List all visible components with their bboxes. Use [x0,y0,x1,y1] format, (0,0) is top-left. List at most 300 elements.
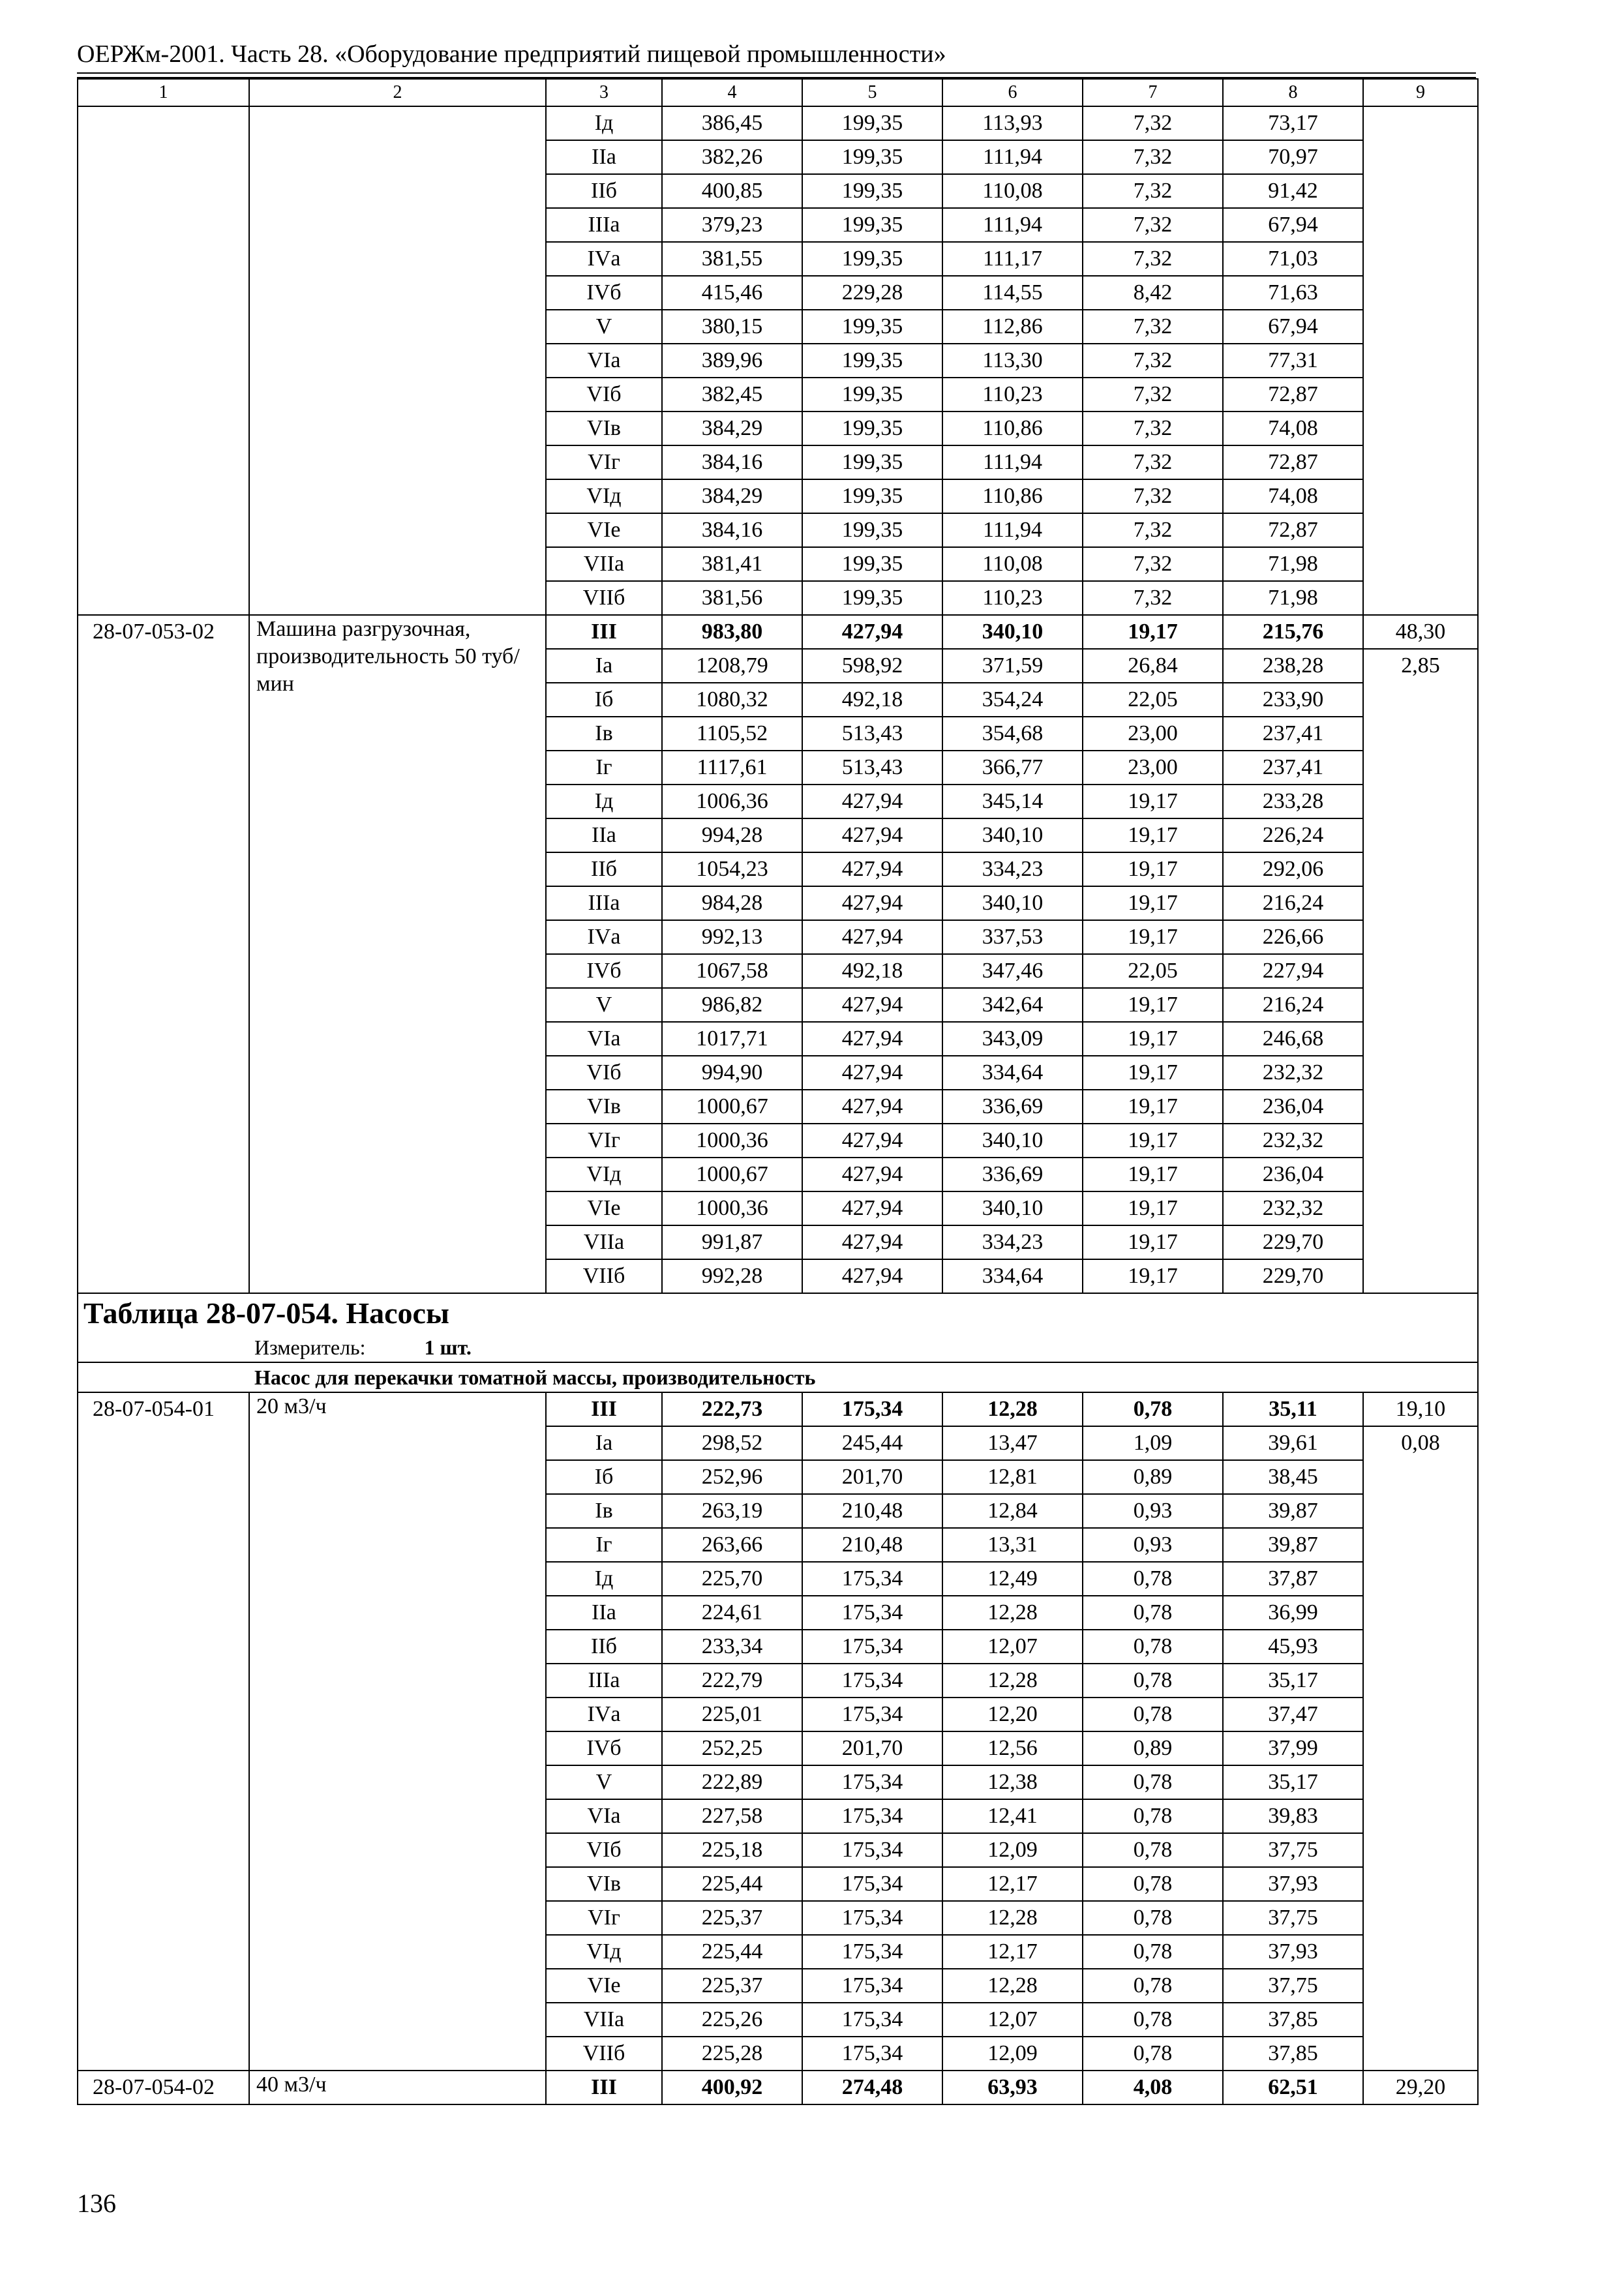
value-cell: 0,78 [1083,1392,1223,1426]
value-cell: 427,94 [802,1158,942,1191]
zone-cell: VIа [546,1022,662,1056]
value-cell: 1000,36 [662,1191,802,1225]
value-cell: 224,61 [662,1596,802,1630]
page-number: 136 [77,2189,116,2218]
value-cell: 380,15 [662,310,802,344]
zone-cell: IIIа [546,1664,662,1698]
value-cell: 19,17 [1083,920,1223,954]
value-cell: 201,70 [802,1731,942,1765]
zone-cell: VIIа [546,2003,662,2037]
value-cell: 199,35 [802,547,942,581]
col9-value: 48,30 [1363,615,1478,649]
column-number: 3 [546,79,662,106]
value-cell: 37,93 [1223,1935,1363,1969]
value-cell: 19,17 [1083,785,1223,818]
zone-cell: V [546,1765,662,1799]
value-cell: 7,32 [1083,106,1223,140]
value-cell: 337,53 [942,920,1083,954]
name-cell [249,106,546,615]
value-cell: 0,78 [1083,1867,1223,1901]
code-cell [78,106,249,615]
value-cell: 992,28 [662,1259,802,1293]
zone-cell: IIIа [546,208,662,242]
value-cell: 427,94 [802,1259,942,1293]
value-cell: 340,10 [942,1124,1083,1158]
value-cell: 199,35 [802,378,942,411]
zone-cell: VIIб [546,2037,662,2071]
value-cell: 1067,58 [662,954,802,988]
value-cell: 71,03 [1223,242,1363,276]
zone-cell: Iа [546,1426,662,1460]
value-cell: 7,32 [1083,547,1223,581]
value-cell: 7,32 [1083,513,1223,547]
value-cell: 110,86 [942,411,1083,445]
value-cell: 110,23 [942,378,1083,411]
value-cell: 225,26 [662,2003,802,2037]
value-cell: 334,23 [942,1225,1083,1259]
item-code: 28-07-053-02 [78,615,249,1293]
section-row [78,1362,1478,1392]
value-cell: 233,28 [1223,785,1363,818]
value-cell: 222,73 [662,1392,802,1426]
value-cell: 229,28 [802,276,942,310]
column-number-row [78,79,1478,106]
value-cell: 371,59 [942,649,1083,683]
value-cell: 386,45 [662,106,802,140]
value-cell: 237,41 [1223,751,1363,785]
value-cell: 12,28 [942,1392,1083,1426]
value-cell: 37,85 [1223,2003,1363,2037]
value-cell: 72,87 [1223,445,1363,479]
value-cell: 229,70 [1223,1225,1363,1259]
column-number: 8 [1223,79,1363,106]
value-cell: 8,42 [1083,276,1223,310]
value-cell: 1006,36 [662,785,802,818]
value-cell: 0,78 [1083,2037,1223,2071]
value-cell: 199,35 [802,513,942,547]
value-cell: 39,61 [1223,1426,1363,1460]
item-code: 28-07-054-02 [78,2071,249,2104]
value-cell: 0,78 [1083,1833,1223,1867]
zone-cell: Iб [546,683,662,717]
zone-cell: VIIб [546,1259,662,1293]
zone-cell: III [546,615,662,649]
value-cell: 381,55 [662,242,802,276]
value-cell: 382,45 [662,378,802,411]
value-cell: 175,34 [802,1969,942,2003]
zone-cell: VIIб [546,581,662,615]
value-cell: 237,41 [1223,717,1363,751]
value-cell: 114,55 [942,276,1083,310]
value-cell: 415,46 [662,276,802,310]
value-cell: 334,64 [942,1259,1083,1293]
zone-cell: IVа [546,920,662,954]
value-cell: 199,35 [802,411,942,445]
value-cell: 225,01 [662,1698,802,1731]
item-code: 28-07-054-01 [78,1392,249,2071]
value-cell: 201,70 [802,1460,942,1494]
value-cell: 12,17 [942,1867,1083,1901]
value-cell: 226,24 [1223,818,1363,852]
value-cell: 73,17 [1223,106,1363,140]
value-cell: 252,96 [662,1460,802,1494]
value-cell: 236,04 [1223,1090,1363,1124]
value-cell: 0,78 [1083,1901,1223,1935]
value-cell: 0,78 [1083,1664,1223,1698]
col9-value: 29,20 [1363,2071,1478,2104]
zone-cell: VIд [546,1935,662,1969]
value-cell: 70,97 [1223,140,1363,174]
value-cell: 382,26 [662,140,802,174]
value-cell: 334,64 [942,1056,1083,1090]
value-cell: 23,00 [1083,717,1223,751]
value-cell: 111,94 [942,445,1083,479]
value-cell: 113,93 [942,106,1083,140]
value-cell: 35,11 [1223,1392,1363,1426]
value-cell: 1105,52 [662,717,802,751]
value-cell: 111,94 [942,513,1083,547]
value-cell: 91,42 [1223,174,1363,208]
value-cell: 19,17 [1083,1022,1223,1056]
value-cell: 77,31 [1223,344,1363,378]
zone-cell: IIб [546,852,662,886]
value-cell: 19,17 [1083,615,1223,649]
value-cell: 0,93 [1083,1494,1223,1528]
value-cell: 343,09 [942,1022,1083,1056]
value-cell: 175,34 [802,1630,942,1664]
value-cell: 427,94 [802,1056,942,1090]
zone-cell: Iб [546,1460,662,1494]
value-cell: 427,94 [802,920,942,954]
zone-cell: IVб [546,276,662,310]
value-cell: 598,92 [802,649,942,683]
value-cell: 19,17 [1083,818,1223,852]
value-cell: 37,75 [1223,1833,1363,1867]
zone-cell: VIб [546,378,662,411]
value-cell: 0,89 [1083,1460,1223,1494]
value-cell: 0,78 [1083,1799,1223,1833]
value-cell: 175,34 [802,1698,942,1731]
value-cell: 111,94 [942,140,1083,174]
value-cell: 229,70 [1223,1259,1363,1293]
value-cell: 19,17 [1083,1124,1223,1158]
value-cell: 19,17 [1083,852,1223,886]
value-cell: 71,98 [1223,547,1363,581]
value-cell: 19,17 [1083,1090,1223,1124]
value-cell: 7,32 [1083,208,1223,242]
measure-cell [78,1333,1478,1362]
value-cell: 37,47 [1223,1698,1363,1731]
zone-cell: VIг [546,1901,662,1935]
value-cell: 336,69 [942,1158,1083,1191]
value-cell: 12,28 [942,1901,1083,1935]
col9-cell [1363,106,1478,615]
value-cell: 225,37 [662,1969,802,2003]
value-cell: 1000,67 [662,1090,802,1124]
value-cell: 7,32 [1083,445,1223,479]
value-cell: 7,32 [1083,344,1223,378]
value-cell: 37,75 [1223,1969,1363,2003]
zone-cell: Iв [546,717,662,751]
value-cell: 19,17 [1083,988,1223,1022]
value-cell: 12,17 [942,1935,1083,1969]
value-cell: 427,94 [802,1124,942,1158]
value-cell: 175,34 [802,1867,942,1901]
zone-cell: IIб [546,1630,662,1664]
value-cell: 252,25 [662,1731,802,1765]
value-cell: 37,93 [1223,1867,1363,1901]
value-cell: 37,75 [1223,1901,1363,1935]
value-cell: 19,17 [1083,1225,1223,1259]
value-cell: 227,58 [662,1799,802,1833]
value-cell: 991,87 [662,1225,802,1259]
value-cell: 12,81 [942,1460,1083,1494]
value-cell: 225,28 [662,2037,802,2071]
value-cell: 12,20 [942,1698,1083,1731]
value-cell: 246,68 [1223,1022,1363,1056]
value-cell: 113,30 [942,344,1083,378]
value-cell: 263,66 [662,1528,802,1562]
value-cell: 1000,67 [662,1158,802,1191]
value-cell: 199,35 [802,310,942,344]
zone-cell: Iг [546,751,662,785]
value-cell: 984,28 [662,886,802,920]
value-cell: 225,37 [662,1901,802,1935]
zone-cell: VIIа [546,1225,662,1259]
value-cell: 222,79 [662,1664,802,1698]
value-cell: 427,94 [802,1090,942,1124]
value-cell: 7,32 [1083,411,1223,445]
value-cell: 72,87 [1223,378,1363,411]
value-cell: 216,24 [1223,886,1363,920]
value-cell: 1117,61 [662,751,802,785]
value-cell: 427,94 [802,785,942,818]
value-cell: 427,94 [802,1191,942,1225]
zone-cell: Iа [546,649,662,683]
value-cell: 38,45 [1223,1460,1363,1494]
value-cell: 340,10 [942,886,1083,920]
value-cell: 7,32 [1083,242,1223,276]
value-cell: 0,93 [1083,1528,1223,1562]
zone-cell: Iд [546,785,662,818]
zone-cell: IIа [546,140,662,174]
value-cell: 0,78 [1083,1765,1223,1799]
value-cell: 19,17 [1083,1158,1223,1191]
zone-cell: VIг [546,1124,662,1158]
column-number: 6 [942,79,1083,106]
item-name: 20 м3/ч [249,1392,546,2071]
value-cell: 336,69 [942,1090,1083,1124]
zone-cell: IVа [546,242,662,276]
value-cell: 12,28 [942,1664,1083,1698]
value-cell: 4,08 [1083,2071,1223,2104]
value-cell: 215,76 [1223,615,1363,649]
value-cell: 12,28 [942,1969,1083,2003]
value-cell: 35,17 [1223,1765,1363,1799]
zone-cell: Iв [546,1494,662,1528]
value-cell: 175,34 [802,1562,942,1596]
zone-cell: VIе [546,513,662,547]
value-cell: 175,34 [802,2037,942,2071]
value-cell: 232,32 [1223,1124,1363,1158]
value-cell: 12,56 [942,1731,1083,1765]
value-cell: 994,90 [662,1056,802,1090]
value-cell: 400,92 [662,2071,802,2104]
value-cell: 427,94 [802,615,942,649]
zone-cell: VIд [546,479,662,513]
value-cell: 298,52 [662,1426,802,1460]
zone-cell: VIв [546,411,662,445]
zone-cell: IVб [546,1731,662,1765]
value-cell: 0,78 [1083,1969,1223,2003]
zone-cell: IIIа [546,886,662,920]
value-cell: 986,82 [662,988,802,1022]
value-cell: 7,32 [1083,479,1223,513]
value-cell: 7,32 [1083,581,1223,615]
value-cell: 71,98 [1223,581,1363,615]
value-cell: 292,06 [1223,852,1363,886]
value-cell: 1208,79 [662,649,802,683]
zone-cell: VIв [546,1867,662,1901]
value-cell: 233,90 [1223,683,1363,717]
value-cell: 492,18 [802,683,942,717]
value-cell: 1,09 [1083,1426,1223,1460]
item-name: 40 м3/ч [249,2071,546,2104]
value-cell: 175,34 [802,1935,942,1969]
value-cell: 62,51 [1223,2071,1363,2104]
value-cell: 381,56 [662,581,802,615]
value-cell: 12,49 [942,1562,1083,1596]
value-cell: 0,78 [1083,1698,1223,1731]
value-cell: 26,84 [1083,649,1223,683]
value-cell: 0,89 [1083,1731,1223,1765]
value-cell: 175,34 [802,1596,942,1630]
value-cell: 210,48 [802,1528,942,1562]
zone-cell: VIIа [546,547,662,581]
value-cell: 72,87 [1223,513,1363,547]
value-cell: 37,87 [1223,1562,1363,1596]
item-name: Машина разгрузочная, производительность 50 туб/мин [249,615,546,1293]
value-cell: 0,78 [1083,1562,1223,1596]
value-cell: 63,93 [942,2071,1083,2104]
value-cell: 232,32 [1223,1191,1363,1225]
value-cell: 354,68 [942,717,1083,751]
value-cell: 983,80 [662,615,802,649]
zone-cell: V [546,310,662,344]
value-cell: 334,23 [942,852,1083,886]
value-cell: 513,43 [802,717,942,751]
col9-value: 2,85 [1363,649,1478,1293]
value-cell: 199,35 [802,242,942,276]
header-rule [77,72,1476,74]
rates-table [77,78,1479,2105]
zone-cell: VIд [546,1158,662,1191]
value-cell: 199,35 [802,208,942,242]
value-cell: 354,24 [942,683,1083,717]
zone-cell: III [546,1392,662,1426]
value-cell: 175,34 [802,2003,942,2037]
value-cell: 111,17 [942,242,1083,276]
measure-label: Измеритель: [254,1336,366,1359]
value-cell: 74,08 [1223,479,1363,513]
table-row [78,615,1478,649]
value-cell: 216,24 [1223,988,1363,1022]
value-cell: 110,08 [942,547,1083,581]
value-cell: 12,28 [942,1596,1083,1630]
zone-cell: IIа [546,1596,662,1630]
value-cell: 384,29 [662,479,802,513]
zone-cell: IVб [546,954,662,988]
value-cell: 210,48 [802,1494,942,1528]
value-cell: 226,66 [1223,920,1363,954]
zone-cell: IIб [546,174,662,208]
zone-cell: Iд [546,1562,662,1596]
value-cell: 37,99 [1223,1731,1363,1765]
value-cell: 245,44 [802,1426,942,1460]
value-cell: 175,34 [802,1664,942,1698]
value-cell: 274,48 [802,2071,942,2104]
value-cell: 7,32 [1083,140,1223,174]
value-cell: 992,13 [662,920,802,954]
value-cell: 36,99 [1223,1596,1363,1630]
value-cell: 1000,36 [662,1124,802,1158]
zone-cell: IVа [546,1698,662,1731]
value-cell: 340,10 [942,1191,1083,1225]
value-cell: 1017,71 [662,1022,802,1056]
value-cell: 112,86 [942,310,1083,344]
value-cell: 225,44 [662,1867,802,1901]
zone-cell: IIа [546,818,662,852]
value-cell: 199,35 [802,445,942,479]
value-cell: 23,00 [1083,751,1223,785]
section-title: Насос для перекачки томатной массы, производительность [78,1362,1478,1392]
value-cell: 12,38 [942,1765,1083,1799]
value-cell: 19,17 [1083,1259,1223,1293]
value-cell: 384,29 [662,411,802,445]
value-cell: 22,05 [1083,954,1223,988]
value-cell: 13,47 [942,1426,1083,1460]
zone-cell: III [546,2071,662,2104]
value-cell: 199,35 [802,106,942,140]
value-cell: 236,04 [1223,1158,1363,1191]
value-cell: 175,34 [802,1901,942,1935]
zone-cell: VIа [546,344,662,378]
value-cell: 427,94 [802,1022,942,1056]
value-cell: 19,17 [1083,1191,1223,1225]
column-number: 4 [662,79,802,106]
value-cell: 7,32 [1083,378,1223,411]
value-cell: 427,94 [802,988,942,1022]
value-cell: 225,18 [662,1833,802,1867]
value-cell: 71,63 [1223,276,1363,310]
value-cell: 427,94 [802,886,942,920]
value-cell: 111,94 [942,208,1083,242]
value-cell: 400,85 [662,174,802,208]
zone-cell: Iг [546,1528,662,1562]
value-cell: 199,35 [802,140,942,174]
table-title: Таблица 28-07-054. Насосы [78,1293,1478,1333]
value-cell: 427,94 [802,818,942,852]
value-cell: 227,94 [1223,954,1363,988]
zone-cell: VIа [546,1799,662,1833]
value-cell: 366,77 [942,751,1083,785]
value-cell: 0,78 [1083,1935,1223,1969]
value-cell: 389,96 [662,344,802,378]
measure-row [78,1333,1478,1362]
value-cell: 225,44 [662,1935,802,1969]
value-cell: 263,19 [662,1494,802,1528]
value-cell: 1054,23 [662,852,802,886]
